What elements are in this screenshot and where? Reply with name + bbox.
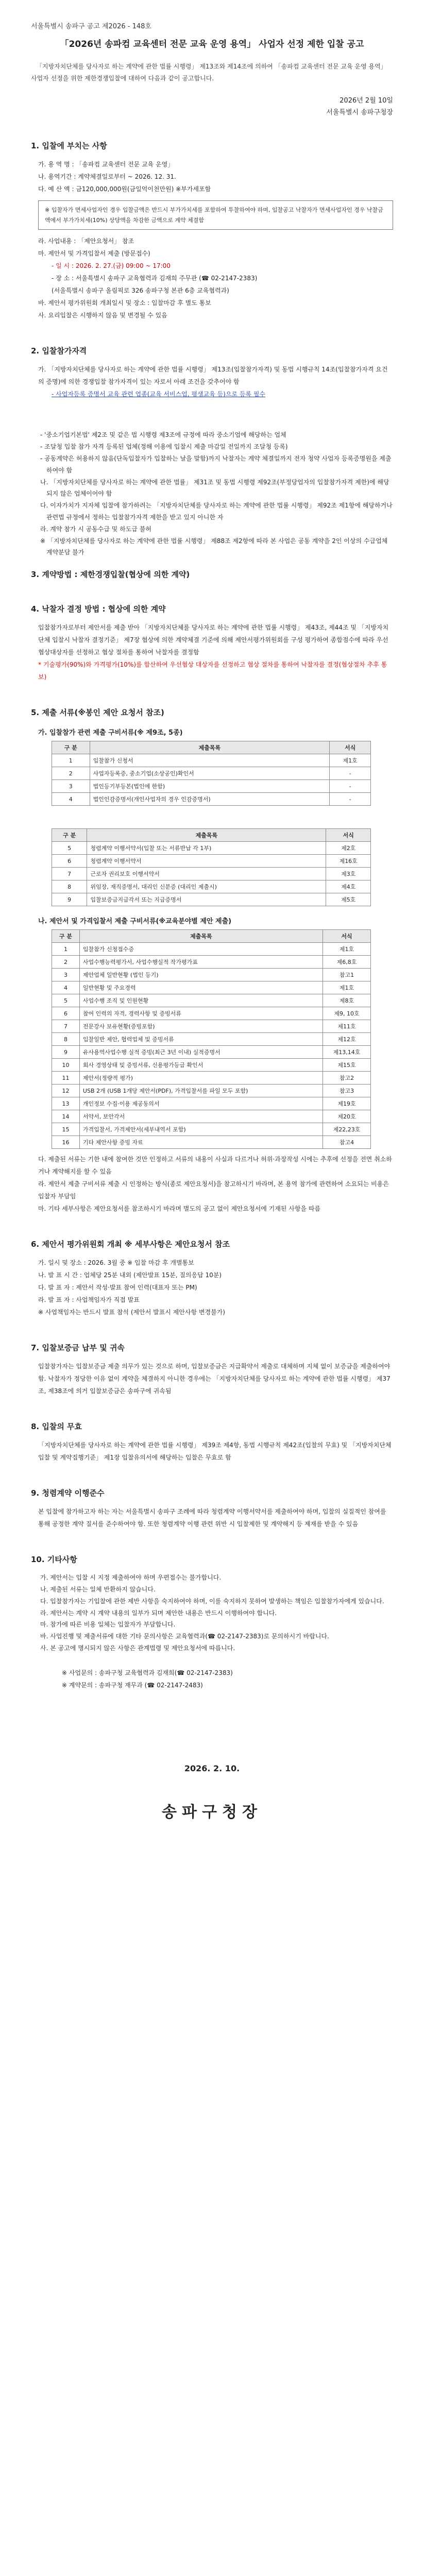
cell: 가격입찰서, 가격제안서(세부내역서 포함) xyxy=(79,1123,323,1136)
section-8 xyxy=(31,1421,393,1464)
eligibility-requirement: - 사업자등록 증명서 교육 관련 업종(교육 서비스업, 평생교육 등)으로 등록 필수 xyxy=(52,391,266,398)
signature-date: 2026. 2. 10. xyxy=(184,1763,240,1773)
service-name: 가. 용 역 명 : 「송파컴 교육센터 전문 교육 운영」 xyxy=(38,160,174,168)
cell: 2 xyxy=(52,767,90,780)
cell: 입찰일반 제안, 협력업체 및 증빙서류 xyxy=(79,1033,323,1046)
table-header-row xyxy=(52,741,371,754)
table-row xyxy=(52,1123,371,1136)
cell: 제11호 xyxy=(323,1020,370,1033)
table-header-row xyxy=(52,829,371,842)
cell: 8 xyxy=(52,880,87,893)
award-method-text: 입찰참가자로부터 제안서를 제출 받아 「지방자치단체를 당사자로 하는 계약에 관한 법률 시행령」 제43조, 제44조 및 「지방자치단체 입찰시 낙찰자 결정기준」 제7장 협상에 의한 계약체결 기준에 의해 제안서평가위원회를 구성 평가하여 종합점수에 따라 우선협상대상자를 선정하고 협상 절차를 통하여 낙찰자를 결정함 xyxy=(38,624,389,656)
contact-business: ※ 사업문의 : 송파구청 교육협력과 김재희(☎ 02-2147-2383) xyxy=(62,1669,233,1676)
section-10 xyxy=(31,1554,393,1822)
cell: 법인등기부등본(법인에 한함) xyxy=(90,780,330,793)
table-row xyxy=(52,767,371,780)
cell: 입찰보증금지급각서 또는 지급증명서 xyxy=(87,893,326,906)
table-row xyxy=(52,1046,371,1059)
cell: 참고1 xyxy=(323,969,370,981)
cell: 1 xyxy=(52,754,90,767)
cell: - xyxy=(330,767,371,780)
table-row xyxy=(52,1097,371,1110)
cell: 개인정보 수집·이용 제공동의서 xyxy=(79,1097,323,1110)
cell: 12 xyxy=(52,1084,80,1097)
invalid-bid-text: 「지방자치단체를 당사자로 하는 계약에 관한 법률 시행령」 제39조 제4항, 동법 시행규칙 제42조(입찰의 무효) 및 「지방자치단체 입찰 및 계약집행기준」 제1장 입찰유의서에 해당하는 입찰은 무효로 함 xyxy=(38,1442,392,1462)
documents-table-1 xyxy=(52,741,371,806)
documents-table-3 xyxy=(52,929,371,1149)
submission-heading: 마. 제안서 및 가격입찰서 제출 (방문접수) xyxy=(38,250,150,258)
cell: 제안업체 일반현황 (법인 등기) xyxy=(79,969,323,981)
section-heading: 5. 제출 서류(※봉인 제안 요청서 참조) xyxy=(31,708,164,718)
column-header: 서식 xyxy=(323,930,370,943)
cell: 제15호 xyxy=(323,1059,370,1072)
table-row xyxy=(52,842,371,855)
submission-date: - 일 시 : 2026. 2. 27.(금) 09:00 ~ 17:00 xyxy=(52,262,171,270)
cell: USB 2개 (USB 1개당 제안서(PDF), 가격입찰서를 파일 모두 포함) xyxy=(79,1084,323,1097)
briefing-note: 사. 요리입찰은 시행하지 않음 및 변경될 수 있음 xyxy=(38,312,167,319)
cell: 위임장, 재직증명서, 대리인 신분증 (대리인 제출시) xyxy=(87,880,326,893)
misc-item: 라. 제안서는 계약 시 계약 내용의 일부가 되며 제안한 내용은 반드시 이행하여야 합니다. xyxy=(40,1609,277,1617)
cell: 2 xyxy=(52,956,80,969)
cell: 입찰참가 신청접수증 xyxy=(79,943,323,956)
table-row xyxy=(52,1033,371,1046)
cell: 8 xyxy=(52,1033,80,1046)
cell: 4 xyxy=(52,981,80,994)
notice-org: 서울특별시 송파구청장 xyxy=(326,108,393,116)
documents-table-2 xyxy=(52,828,371,906)
cell: 13 xyxy=(52,1097,80,1110)
column-header: 제출목록 xyxy=(79,930,323,943)
submission-place: - 장 소 : 서울특별시 송파구 교육협력과 김재희 주무관 (☎ 02-2147-2383) xyxy=(52,275,258,282)
committee-date: 가. 일시 및 장소 : 2026. 3월 중 ※ 입찰 마감 후 개별통보 xyxy=(38,1259,194,1267)
cell: 일반현황 및 주요경력 xyxy=(79,981,323,994)
table-row xyxy=(52,1072,371,1084)
column-header: 구 분 xyxy=(52,829,87,842)
cell: 7 xyxy=(52,868,87,880)
cell: 3 xyxy=(52,969,80,981)
eligibility-item: 라. 계약 참가 시 공동수급 및 하도급 불허 xyxy=(40,525,151,533)
cell: 사업수행 조직 및 인원현황 xyxy=(79,994,323,1007)
cell: 9 xyxy=(52,893,87,906)
cell: 기타 제안사항 증빙 자료 xyxy=(79,1136,323,1149)
column-header: 제출목록 xyxy=(87,829,326,842)
table-row xyxy=(52,780,371,793)
cell: 제6,8호 xyxy=(323,956,370,969)
misc-item: 가. 제안서는 입찰 시 지정 제출하여야 하며 우편접수는 불가합니다. xyxy=(40,1574,222,1582)
column-header: 구 분 xyxy=(52,741,90,754)
misc-item: 다. 입찰참가자는 기입찰에 관한 제반 사항을 숙지하여야 하며, 이를 숙지하지 못하여 발생하는 책임은 입찰참가자에게 있습니다. xyxy=(40,1597,384,1605)
cell: 3 xyxy=(52,780,90,793)
misc-item: 사. 본 공고에 명시되지 않은 사항은 관계법령 및 제안요청서에 따릅니다. xyxy=(40,1644,235,1652)
cell: 10 xyxy=(52,1059,80,1072)
intro-paragraph: 「지방자치단체를 당사자로 하는 계약에 관한 법률 시행령」 제13조와 제14조에 의하여 「송파컴 교육센터 전문 교육 운영 용역」 사업자 선정을 위한 제한경쟁입찰에 대하여 다음과 같이 공고합니다. xyxy=(31,63,387,82)
submission-address: (서울특별시 송파구 올림픽로 326 송파구청 본관 6층 교육협력과) xyxy=(52,287,229,295)
presenter-2: 라. 발 표 자 : 사업책임자가 직접 발표 xyxy=(38,1296,140,1304)
cell: 사업수행능력평가서, 사업수행실적 작가평가표 xyxy=(79,956,323,969)
award-weight-note: * 기술평가(90%)와 가격평가(10%)를 합산하여 우선협상 대상자를 선정하고 협상 절차를 통하여 낙찰자를 결정(협상절차 추후 통보) xyxy=(38,661,387,681)
documents-note: 라. 제안서 제출 구비서류 제출 시 인정하는 방식(종로 제안요청서)을 참고하시기 바라며, 본 용역 참가에 관련하여 소요되는 비용은 입찰자 부담임 xyxy=(38,1180,389,1200)
table-row xyxy=(52,969,371,981)
contact-contract: ※ 계약문의 : 송파구청 재무과 (☎ 02-2147-2483) xyxy=(62,1681,203,1689)
table-row xyxy=(52,893,371,906)
misc-item: 바. 사업진행 및 제출서류에 대한 기타 문의사항은 교육협력과(☎ 02-2147-2383)로 문의하시기 바랍니다. xyxy=(40,1633,329,1640)
subsection-na: 나. 제안서 및 가격입찰서 제출 구비서류(※교육분야별 제안 제출) xyxy=(38,918,232,926)
cell: 참고4 xyxy=(323,1136,370,1149)
column-header: 서식 xyxy=(326,829,371,842)
table-row xyxy=(52,1020,371,1033)
business-content: 라. 사업내용 : 「제안요청서」 참조 xyxy=(38,238,134,245)
cell: 전문강사 보유현황(증빙포함) xyxy=(79,1020,323,1033)
cell: 제9, 10호 xyxy=(323,1007,370,1020)
deposit-text: 입찰참가자는 입찰보증금 제출 의무가 있는 것으로 하며, 입찰보증금은 지급확약서 제출로 대체하며 지체 없이 보증금을 제출하여야 함. 낙찰자가 정당한 이유 없이 계약을 체결하지 아니한 경우에는 「지방자치단체를 당사자로 하는 계약에 관한 법률 시행령」 제37조, 제38조에 의거 입찰보증금은 송파구에 귀속됨 xyxy=(38,1363,391,1395)
cell: 법인인감증명서(개인사업자의 경우 인감증명서) xyxy=(90,793,330,806)
cell: 참고3 xyxy=(323,1084,370,1097)
service-period: 나. 용역기간 : 계약체결일로부터 ~ 2026. 12. 31. xyxy=(38,173,176,180)
eligibility-item: - 공동계약은 허용하지 않음(단독입찰자가 입찰하는 날을 말함)까지 낙찰자는 계약 체결일까지 전자 청약 사업자 등록증명원을 제출하여야 함 xyxy=(40,454,392,474)
table-row xyxy=(52,1059,371,1072)
cell: 제1호 xyxy=(323,943,370,956)
cell: 입찰참가 신청서 xyxy=(90,754,330,767)
cell: 9 xyxy=(52,1046,80,1059)
cell: 5 xyxy=(52,842,87,855)
table-row xyxy=(52,943,371,956)
cell: 4 xyxy=(52,793,90,806)
table-row xyxy=(52,880,371,893)
cell: 제2호 xyxy=(326,842,371,855)
table-row xyxy=(52,793,371,806)
cell: 참여 인력의 자격, 경력사항 및 증빙서류 xyxy=(79,1007,323,1020)
eligibility-item: - '중소기업기본법' 제2조 및 같은 법 시행령 제3조에 규정에 따라 중소기업에 해당하는 업체 xyxy=(40,431,286,439)
cell: 제1호 xyxy=(330,754,371,767)
column-header: 제출목록 xyxy=(90,741,330,754)
cell: 제3호 xyxy=(326,868,371,880)
eligibility-item: 나. 「지방자치단체를 당사자로 하는 계약에 관한 법률」 제31조 및 동법 시행령 제92조(부정당업자의 입찰참가자격 제한)에 해당되지 않은 업체이어야 함 xyxy=(40,478,389,498)
doc-number: 서울특별시 송파구 공고 제2026 - 148호 xyxy=(31,23,151,30)
cell: 제안서(정량적 평가) xyxy=(79,1072,323,1084)
presenter-note: ※ 사업책임자는 반드시 발표 참석 (제안서 발표시 제안사항 변경불가) xyxy=(38,1309,225,1316)
cell: - xyxy=(330,780,371,793)
cell: 1 xyxy=(52,943,80,956)
cell: 회사 경영상태 및 증빙서류, 신용평가등급 확인서 xyxy=(79,1059,323,1072)
section-6 xyxy=(31,1239,393,1318)
cell: 7 xyxy=(52,1020,80,1033)
table-row xyxy=(52,855,371,868)
presenter: 다. 발 표 자 : 제안서 작성·발표 참여 인력(대표자 또는 PM) xyxy=(38,1284,197,1292)
cell: 제4호 xyxy=(326,880,371,893)
eligibility-text: 가. 「지방자치단체를 당사자로 하는 계약에 관한 법률 시행령」 제13조(입찰참가자격) 및 동법 시행규칙 14조(입찰참가자격 요건의 증명)에 의한 경쟁입찰 참가자격이 있는 자로서 아래 조건을 갖추어야 함 xyxy=(38,366,388,386)
cell: 제13,14호 xyxy=(323,1046,370,1059)
table-row xyxy=(52,1110,371,1123)
cell: 제19호 xyxy=(323,1097,370,1110)
section-2 xyxy=(31,345,393,580)
cell: - xyxy=(330,793,371,806)
cell: 사업자등록증, 중소기업(소상공인)확인서 xyxy=(90,767,330,780)
misc-item: 마. 참가에 따른 비용 일체는 입찰자가 부담합니다. xyxy=(40,1621,176,1629)
tax-note: ※ 입찰자가 면세사업자인 경우 입찰금액은 반드시 부가가치세를 포함하여 투찰하여야 하며, 입찰공고 낙찰자가 면세사업자인 경우 낙찰금액에서 부가가치세(10%) 상당액을 차감한 금액으로 계약 체결함 xyxy=(38,200,393,230)
section-heading: 6. 제안서 평가위원회 개최 ※ 세부사항은 제안요청서 참조 xyxy=(31,1240,230,1249)
table-row xyxy=(52,868,371,880)
table-row xyxy=(52,981,371,994)
cell: 제12호 xyxy=(323,1033,370,1046)
section-5 xyxy=(31,707,393,1215)
section-7 xyxy=(31,1342,393,1397)
cell: 서약서, 보안각서 xyxy=(79,1110,323,1123)
committee-schedule: 바. 제안서 평가위원회 개최일시 및 장소 : 입찰마감 후 별도 통보 xyxy=(38,299,211,307)
table-row xyxy=(52,994,371,1007)
section-heading: 8. 입찰의 무효 xyxy=(31,1422,82,1432)
cell: 6 xyxy=(52,855,87,868)
contract-method: 3. 계약방법 : 제한경쟁입찰(협상에 의한 계약) xyxy=(31,570,190,580)
cell: 제1호 xyxy=(323,981,370,994)
cell: 16 xyxy=(52,1136,80,1149)
cell: 제22,23호 xyxy=(323,1123,370,1136)
subsection-ga: 가. 입찰참가 관련 제출 구비서류(※ 제9조, 5종) xyxy=(38,729,183,737)
section-heading: 1. 입찰에 부치는 사항 xyxy=(31,141,107,150)
budget: 다. 예 산 액 : 금120,000,000원(금일억이천만원) ※부가세포함 xyxy=(38,185,211,193)
section-heading: 7. 입찰보증금 납부 및 귀속 xyxy=(31,1343,125,1353)
section-4 xyxy=(31,603,393,683)
eligibility-item: - 조달청 입찰 참가 자격 등록된 업체(정해 이용에 입찰시 제출 마감일 전일까지 조달청 등록) xyxy=(40,443,288,451)
integrity-text: 본 입찰에 참가하고자 하는 자는 서울특별시 송파구 조례에 따라 청렴계약 이행서약서를 제출하여야 하며, 입찰의 실질적인 참여를 통해 공정한 계약 질서를 준수하여야 함. 또한 청렴계약 이행 관련 위반 시 입찰제한 및 계약해지 등 제재를 받을 수 있음 xyxy=(38,1508,386,1528)
table-row xyxy=(52,1136,371,1149)
cell: 청렴계약 이행서약서(입찰 또는 서류반납 각 1부) xyxy=(87,842,326,855)
table-row xyxy=(52,1007,371,1020)
cell: 제16호 xyxy=(326,855,371,868)
notice-date: 2026년 2월 10일 xyxy=(340,96,393,105)
table-row xyxy=(52,754,371,767)
eligibility-item: 다. 이자가치가 지자체 입찰에 참가하려는 「지방자치단체를 당사자로 하는 계약에 관한 법률 시행령」 제92조 제1항에 해당하거나 관련법 규정에서 정하는 입찰참가자격 제한을 받고 있지 아니한 자 xyxy=(40,502,393,521)
table-row xyxy=(52,1084,371,1097)
cell: 근로자 권리보호 이행서약서 xyxy=(87,868,326,880)
signature-org: 송파구청장 xyxy=(162,1803,262,1821)
section-1 xyxy=(31,140,393,322)
documents-note: 마. 기타 세부사항은 제안요청서를 참조하시기 바라며 별도의 공고 없이 제안요청서에 기재된 사항을 따름 xyxy=(38,1205,321,1213)
documents-note: 다. 제출된 서류는 기한 내에 참여한 것만 인정하고 서류의 내용이 사실과 다르거나 허위·과장작성 시에는 추후에 선정을 전면 취소하거나 계약해지를 할 수 있음 xyxy=(38,1156,392,1176)
column-header: 서식 xyxy=(330,741,371,754)
cell: 14 xyxy=(52,1110,80,1123)
cell: 6 xyxy=(52,1007,80,1020)
cell: 청렴계약 이행서약서 xyxy=(87,855,326,868)
eligibility-item: ※ 「지방자치단체를 당사자로 하는 계약에 관한 법률 시행령」 제88조 제2항에 따라 본 사업은 공동 계약을 2인 이상의 수급업체 계약분담 불가 xyxy=(40,537,388,556)
cell: 참고2 xyxy=(323,1072,370,1084)
column-header: 구 분 xyxy=(52,930,80,943)
table-row xyxy=(52,956,371,969)
section-heading: 10. 기타사항 xyxy=(31,1555,77,1565)
section-heading: 4. 낙찰자 결정 방법 : 협상에 의한 계약 xyxy=(31,604,166,614)
section-heading: 2. 입찰참가자격 xyxy=(31,346,87,356)
cell: 유사용역사업수행 실적 증빙(최근 3년 이내) 실적증명서 xyxy=(79,1046,323,1059)
table-header-row xyxy=(52,930,371,943)
cell: 15 xyxy=(52,1123,80,1136)
page-title: 「2026년 송파컴 교육센터 전문 교육 운영 용역」 사업자 선정 제한 입찰 공고 xyxy=(60,39,364,49)
cell: 제20호 xyxy=(323,1110,370,1123)
section-heading: 9. 청렴계약 이행준수 xyxy=(31,1488,105,1498)
presentation-time: 나. 발 표 시 간 : 업체당 25분 내외 (제안발표 15분, 질의응답 10분) xyxy=(38,1272,222,1279)
section-9 xyxy=(31,1487,393,1530)
cell: 제5호 xyxy=(326,893,371,906)
cell: 제8호 xyxy=(323,994,370,1007)
misc-item: 나. 제출된 서류는 일체 반환하지 않습니다. xyxy=(40,1585,156,1593)
cell: 5 xyxy=(52,994,80,1007)
cell: 11 xyxy=(52,1072,80,1084)
